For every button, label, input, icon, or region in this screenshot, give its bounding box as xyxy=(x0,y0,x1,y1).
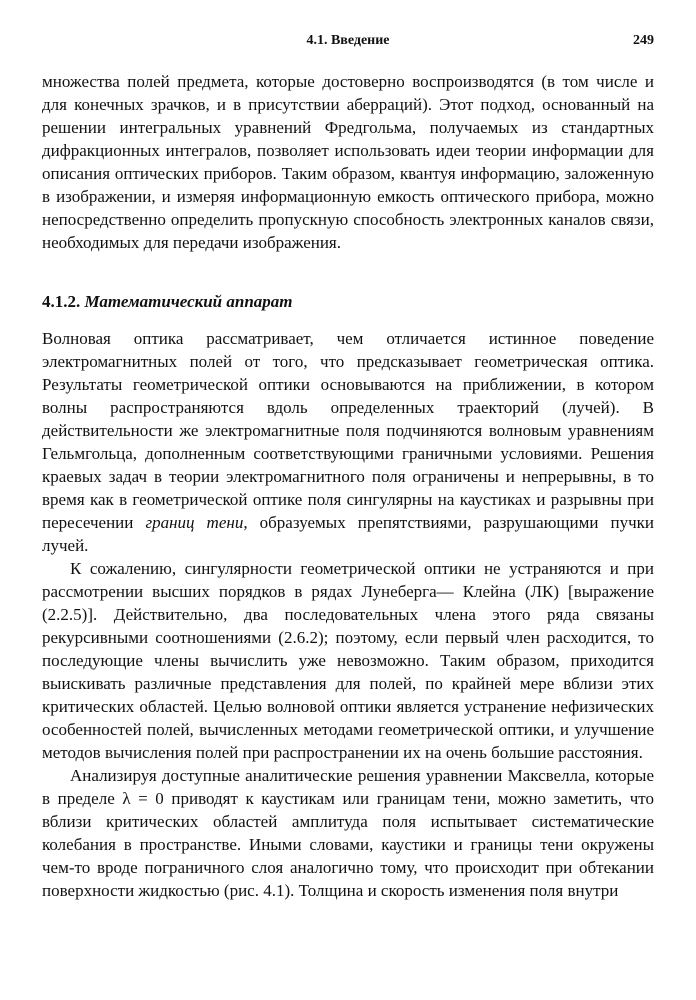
paragraph-continuation: множества полей предмета, которые достоверно воспроизводятся (в том числе и для конечных зрачков, и в присутствии аберраций). Этот подход, основанный на решении интегральных уравнений Фредгольма, получаемых из стандартных дифракционных интегралов, позволяет использовать идеи теории информации для описания оптических приборов. Таким образом, квантуя информацию, заложенную в изображении, и измеряя информационную емкость оптического прибора, можно непосредственно определить пропускную способность электронных каналов связи, необходимых для передачи изображения. xyxy=(42,72,654,252)
running-header-title: 4.1. Введение xyxy=(306,33,390,48)
paragraph-singularities: К сожалению, сингулярности геометрической оптики не устраняются и при рассмотрении высших порядков в рядах Лунеберга— Клейна (ЛК) [выражение (2.2.5)]. Действительно, два последовательных члена этого ряда связаны рекурсивными соотношениями (2.6.2); поэтому, если первый член расходится, то последующие члены вычислить уже невозможно. Таким образом, приходится выискивать различные представления для полей, по крайней мере вблизи этих критических областей. Целью волновой оптики является устранение нефизических особенностей полей, вычисленных методами геометрической оптики, и улучшение методов вычисления полей при распространении их на очень большие расстояния. xyxy=(42,559,654,762)
running-header xyxy=(42,33,654,53)
page-number: 249 xyxy=(633,33,654,48)
paragraph-wave-optics xyxy=(42,327,654,557)
paragraph-wave-optics-tail: , образуемых препятствиями, разрушающими пучки лучей. xyxy=(42,513,655,555)
section-title: Математический аппарат xyxy=(84,292,293,311)
paragraph-maxwell: Анализируя доступные аналитические решения уравнении Максвелла, которые в пределе λ = 0 приводят к каустикам или границам тени, можно заметить, что вблизи критических областей амплитуда поля испытывает систематические колебания в пространстве. Иными словами, каустики и границы тени окружены чем-то вроде пограничного слоя аналогично тому, что происходит при обтекании поверхности жидкостью (рис. 4.1). Толщина и скорость изменения поля внутри xyxy=(42,766,654,900)
section-number: 4.1.2. xyxy=(42,292,81,311)
shadow-boundary-term: границ тени xyxy=(145,513,244,532)
body-text xyxy=(42,70,654,902)
section-heading xyxy=(42,290,654,313)
paragraph-wave-optics-text: Волновая оптика рассматривает, чем отличается истинное поведение электромагнитных полей от того, что предсказывает геометрическая оптика. Результаты геометрической оптики основываются на приближении, в котором волны распространяются вдоль определенных траекторий (лучей). В действительности же электромагнитные поля подчиняются волновым уравнениям Гельмгольца, дополненным соответствующими граничными условиями. Решения краевых задач в теории электромагнитного поля ограничены и непрерывны, в то время как в геометрической оптике поля сингулярны на каустиках и разрывны при пересечении xyxy=(42,329,654,532)
